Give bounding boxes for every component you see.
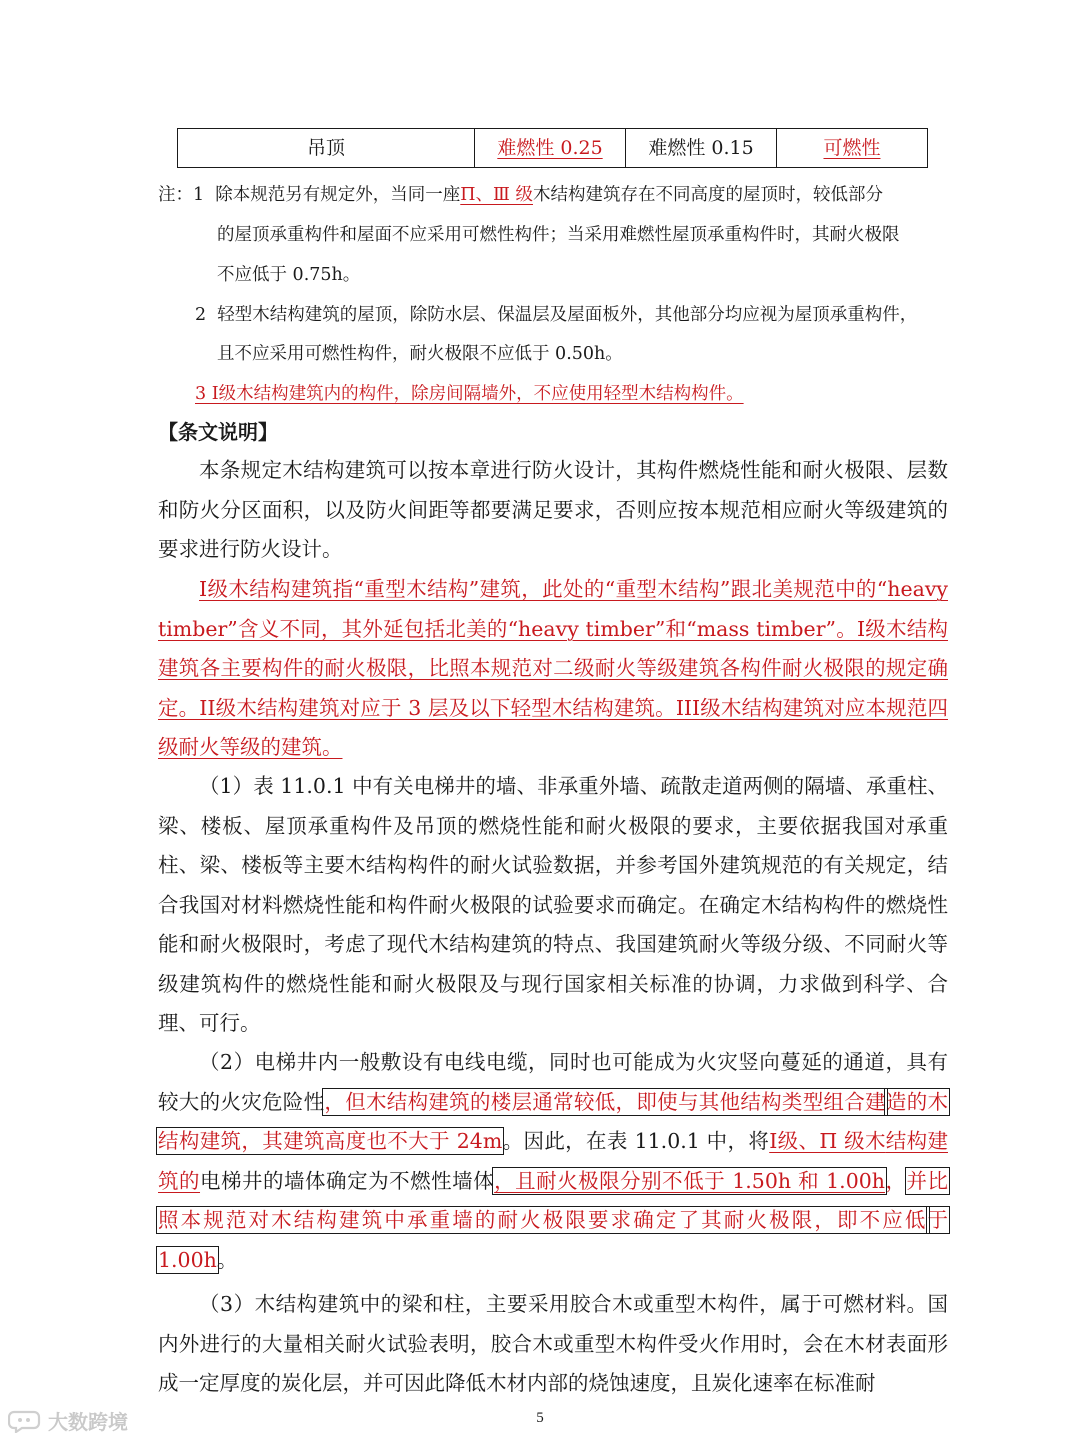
note-3: 3 I级木结构建筑内的构件，除房间隔墙外，不应使用轻型木结构构件。 [195, 384, 744, 404]
page-number: 5 [536, 1410, 544, 1426]
boxed-text: ，但木结构建筑的楼层通常较低，即使与其他结构类型组合建 [324, 1089, 886, 1114]
note-1-line-3: 不应低于 0.75h。 [217, 265, 361, 285]
cell-class-2: 难燃性 0.15 [626, 129, 777, 168]
paragraph-1: 本条规定木结构建筑可以按本章进行防火设计，其构件燃烧性能和耐火极限、层数和防火分区面积，以及防火间距等都要满足要求，否则应按本规范相应耐火等级建筑的要求进行防火设计。 [158, 458, 948, 561]
watermark-text: 大数跨境 [48, 1410, 128, 1434]
note-1-line-2: 的屋顶承重构件和屋面不应采用可燃性构件；当采用难燃性屋顶承重构件时，其耐火极限 [217, 225, 900, 245]
watermark [8, 1406, 128, 1435]
boxed-text: 造的木结构建筑，其建筑高度也不大于 24m [158, 1089, 949, 1153]
boxed-text: 于 1.00h [158, 1208, 948, 1272]
paragraph-3: （1）表 11.0.1 中有关电梯井的墙、非承重外墙、疏散走道两侧的隔墙、承重柱、梁、楼板、屋顶承重构件及吊顶的燃烧性能和耐火极限的要求，主要依据我国对承重柱、梁、楼板等主要木结构构件的耐火试验数据，并参考国外建筑规范的有关规定，结合我国对材料燃烧性能和构件耐火极限的试验要求而确定。在确定木结构构件的燃烧性能和耐火极限时，考虑了现代木结构建筑的特点、我国建筑耐火等级分级、不同耐火等级建筑构件的燃烧性能和耐火极限及与现行国家相关标准的协调，力求做到科学、合理、可行。 [158, 774, 948, 1035]
cell-class-1: 难燃性 0.25 [475, 129, 626, 168]
boxed-text: 并比照本规范对木结构建筑中承重墙的耐火极限要求确定了其耐火极限，即不应低 [158, 1168, 949, 1232]
section-heading: 【条文说明】 [158, 420, 278, 444]
note-2-line-2: 且不应采用可燃性构件，耐火极限不应低于 0.50h。 [217, 344, 623, 364]
fire-rating-table [177, 128, 928, 168]
note-2-line-1: 2 轻型木结构建筑的屋顶，除防水层、保温层及屋面板外，其他部分均应视为屋顶承重构件， [195, 305, 918, 325]
paragraph-4: （2）电梯井内一般敷设有电线电缆，同时也可能成为火灾竖向蔓延的通道，具有较大的火灾危险性，但木结构建筑的楼层通常较低，即使与其他结构类型组合建造的木结构建筑，其建筑高度也不大于 24m。因此，在表 11.0.1 中，将I级、Π 级木结构建筑的电梯井的墙体确定为不燃性墙体，且耐火极限分别不低于 1.50h 和 1.00h，并比照本规范对木结构建筑中承重墙的耐火极限要求确定了其耐火极限，即不应低于 1.00h。 [158, 1050, 949, 1272]
boxed-text: ，且耐火极限分别不低于 1.50h 和 1.00h [494, 1168, 885, 1193]
table-row [178, 129, 928, 168]
paragraph-2: I级木结构建筑指“重型木结构”建筑，此处的“重型木结构”跟北美规范中的“heavy timber”含义不同，其外延包括北美的“heavy timber”和“mass timber”。I级木结构建筑各主要构件的耐火极限，比照本规范对二级耐火等级建筑各构件耐火极限的规定确定。II级木结构建筑对应于 3 层及以下轻型木结构建筑。III级木结构建筑对应本规范四级耐火等级的建筑。 [158, 577, 948, 759]
chat-bubble-icon [8, 1409, 42, 1433]
cell-class-3: 可燃性 [777, 129, 928, 168]
cell-component: 吊顶 [178, 129, 475, 168]
note-1-line-1: 注：1 除本规范另有规定外，当同一座Π、Ⅲ 级木结构建筑存在不同高度的屋顶时，较低部分 [158, 185, 883, 205]
paragraph-5: （3）木结构建筑中的梁和柱，主要采用胶合木或重型木构件，属于可燃材料。国内外进行的大量相关耐火试验表明，胶合木或重型木构件受火作用时，会在木材表面形成一定厚度的炭化层，并可因此降低木材内部的烧蚀速度，且炭化速率在标准耐 [158, 1292, 948, 1395]
